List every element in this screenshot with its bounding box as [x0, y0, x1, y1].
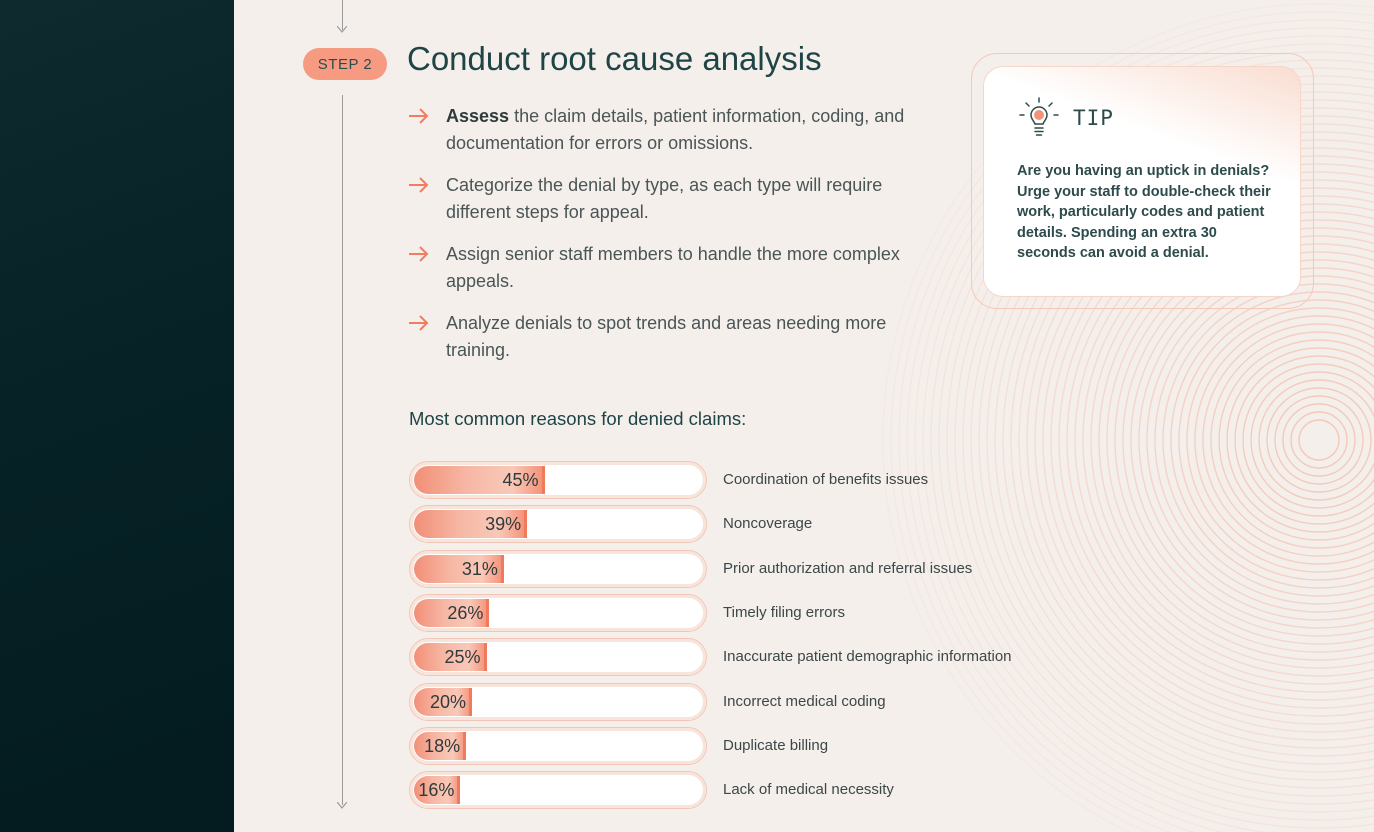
bar-category-label: Noncoverage — [723, 515, 813, 533]
chart-title: Most common reasons for denied claims: — [409, 408, 747, 429]
arrow-right-icon — [408, 107, 430, 125]
bar-row — [409, 550, 1049, 588]
timeline-arrow-top-icon — [337, 26, 347, 34]
bar-category-label: Lack of medical necessity — [723, 781, 894, 799]
bullet-item — [408, 310, 928, 364]
bar-row — [409, 727, 1049, 765]
bullet-item — [408, 103, 928, 157]
tip-label: TIP — [1073, 106, 1114, 130]
bar-row — [409, 771, 1049, 809]
bullet-bold: Assess — [446, 106, 510, 126]
left-dark-panel — [0, 0, 234, 832]
bar-category-label: Duplicate billing — [723, 736, 829, 754]
bar-value-label: 45% — [502, 470, 539, 490]
bar-row — [409, 461, 1049, 499]
bar-track — [409, 550, 707, 588]
bullet-list — [408, 103, 928, 379]
timeline-line-main — [342, 95, 343, 805]
bar-value-label: 26% — [447, 602, 484, 623]
bar-value-label: 16% — [418, 780, 455, 801]
bullet-text: the claim details, patient information, coding, and documentation for errors or omissions. — [446, 106, 905, 153]
step-badge: STEP 2 — [303, 48, 387, 80]
bar-track — [409, 461, 707, 499]
bar-row — [409, 638, 1049, 676]
arrow-right-icon — [408, 176, 430, 194]
bar-track — [409, 594, 707, 632]
arrow-right-icon — [408, 314, 430, 332]
lightbulb-icon — [1018, 96, 1060, 138]
bullet-text: Assign senior staff members to handle the more complex appeals. — [446, 244, 900, 291]
bar-track — [409, 505, 707, 543]
bar-category-label: Timely filing errors — [723, 603, 845, 621]
bar-value-label: 25% — [444, 647, 481, 668]
page-title: Conduct root cause analysis — [407, 40, 822, 77]
bar-row — [409, 505, 1049, 543]
bullet-item — [408, 241, 928, 295]
bar-track — [409, 727, 707, 765]
bar-category-label: Incorrect medical coding — [723, 692, 886, 710]
bar-track — [409, 638, 707, 676]
bar-track — [409, 683, 707, 721]
bar-value-label: 20% — [429, 691, 466, 712]
bullet-text: Categorize the denial by type, as each type will require different steps for appeal. — [446, 175, 883, 222]
bar-value-label: 18% — [424, 735, 461, 756]
timeline-arrow-bottom-icon — [337, 802, 347, 810]
bullet-item — [408, 172, 928, 226]
bar-value-label: 39% — [485, 514, 522, 535]
bar-row — [409, 683, 1049, 721]
arrow-right-icon — [408, 245, 430, 263]
bar-category-label: Inaccurate patient demographic information — [723, 648, 1012, 666]
bullet-text: Analyze denials to spot trends and areas needing more training. — [446, 313, 887, 360]
bar-row — [409, 594, 1049, 632]
bar-value-label: 31% — [461, 558, 498, 579]
bar-track — [409, 771, 707, 809]
tip-text: Are you having an uptick in denials? Urge your staff to double-check their work, particularly codes and patient details. Spending an extra 30 seconds can avoid a denial. — [1017, 163, 1271, 261]
bar-category-label: Prior authorization and referral issues — [723, 559, 973, 577]
bar-category-label: Coordination of benefits issues — [723, 471, 929, 488]
